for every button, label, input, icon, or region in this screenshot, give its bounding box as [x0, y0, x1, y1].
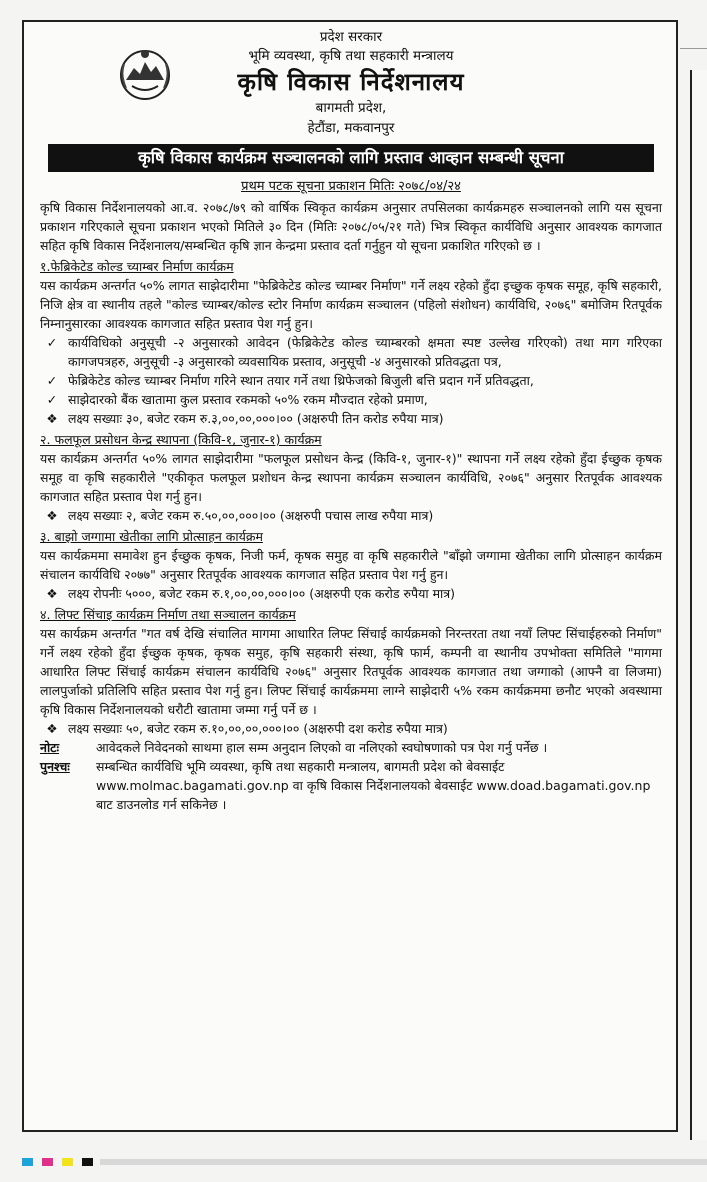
list-item: [40, 333, 662, 371]
list-item-text: लक्ष्य सख्याः २, बजेट रकम रु.५०,००,०००।०० (अक्षरुपी पचास लाख रुपैया मात्र): [68, 508, 434, 523]
requirement-list: [40, 333, 662, 428]
notice-title-banner: कृषि विकास कार्यक्रम सञ्चालनको लागि प्रस्ताव आव्हान सम्बन्धी सूचना: [48, 144, 654, 172]
list-item: [40, 390, 662, 409]
adjacent-page: [690, 70, 707, 1140]
list-item-text: साझेदारको बैंक खातामा कुल प्रस्ताव रकमको ५०% रकम मौज्दात रहेको प्रमाण,: [68, 392, 428, 407]
checkmark-icon: ✓: [46, 373, 58, 388]
diamond-bullet-icon: ❖: [46, 721, 58, 736]
header-government: प्रदेश सरकार: [319, 29, 383, 45]
notice-header: [40, 28, 662, 140]
note-label: नोटः: [40, 740, 60, 755]
section-title: १.फेब्रिकेटेड कोल्ड च्याम्बर निर्माण कार्यक्रम: [40, 259, 234, 274]
list-item-text: कार्यविधिको अनुसूची -२ अनुसारको आवेदन (फेब्रिकेटेड कोल्ड च्याम्बरको क्षमता स्पष्ट उल्लेख गरिएको) तथा माग गरिएका कागजपत्रहरु, अनुसूची -३ अनुसारको व्यवसायिक प्रस्ताव, अनुसूची -४ अनुसारको प्रतिवद्धता पत्र,: [68, 335, 662, 369]
section-2: [40, 430, 662, 525]
target-list: [40, 584, 662, 603]
list-item: [40, 584, 662, 603]
diamond-bullet-icon: ❖: [46, 411, 58, 426]
print-color-strip: [0, 1150, 707, 1182]
section-body: यस कार्यक्रम अन्तर्गत "गत वर्ष देखि संचालित मागमा आधारित लिफ्ट सिंचाई कार्यक्रमको निरन्तरता तथा नयाँ लिफ्ट सिंचाईहरुको निर्माण" गर्ने लक्ष्य रहेको हुँदा ईच्छुक कृषक, कृषक समुह, कृषि सहकारी संस्था, कृषि फार्म, कम्पनी वा स्थानीय उपभोक्ता समितिले "मागमा आधारित लिफ्ट सिंचाई कार्यक्रम संचालन कार्यविधि २०७६" अनुसार रितपूर्वक आवश्यक कागजात तथा जग्गाको (आफ्नै वा लिजमा) लालपुर्जाको प्रतिलिपि सहित प्रस्ताव पेश गर्नु हुन। लिफ्ट सिंचाई कार्यक्रममा लाग्ने साझेदारी ५% रकम कार्यक्रममा छनौट भएको अवस्थामा कृषि विकास निर्देशनालयको धरौटी खातामा जम्मा गर्नु पर्ने छ ।: [40, 626, 662, 717]
section-title: २. फलफूल प्रसोधन केन्द्र स्थापना (किवि-१, जुनार-१) कार्यक्रम: [40, 432, 322, 447]
section-title: ३. बाझो जग्गामा खेतीका लागि प्रोत्साहन कार्यक्रम: [40, 529, 263, 544]
adjacent-page-edge: [680, 48, 707, 49]
note-text: आवेदकले निवेदनको साथमा हाल सम्म अनुदान लिएको वा नलिएको स्वघोषणाको पत्र पेश गर्नु पर्नेछ ।: [96, 740, 548, 755]
section-title: ४. लिफ्ट सिंचाइ कार्यक्रम निर्माण तथा सञ्चालन कार्यक्रम: [40, 607, 296, 622]
publish-date-text: प्रथम पटक सूचना प्रकाशन मितिः २०७८/०४/२४: [241, 179, 461, 194]
checkmark-icon: ✓: [46, 335, 58, 350]
checkmark-icon: ✓: [46, 392, 58, 407]
header-directorate: कृषि विकास निर्देशनालय: [237, 68, 465, 96]
diamond-bullet-icon: ❖: [46, 586, 58, 601]
black-swatch: [82, 1158, 93, 1166]
section-body: यस कार्यक्रम अन्तर्गत ५०% लागत साझेदारीमा "फलफूल प्रसोधन केन्द्र (किवि-१, जुनार-१)" स्थापना गर्ने लक्ष्य रहेको हुँदा ईच्छुक कृषक समूह वा कृषि सहकारीले "एकीकृत फलफूल प्रशोधन केन्द्र स्थापना कार्यक्रम सञ्चालन कार्यविधि, २०७६" अनुसार रितपूर्वक आवश्यक कागजात सहित प्रस्ताव पेश गर्नु हुन।: [40, 451, 662, 504]
header-address: हेटौंडा, मकवानपुर: [307, 120, 395, 136]
section-body: यस कार्यक्रममा समावेश हुन ईच्छुक कृषक, निजी फर्म, कृषक समुह वा कृषि सहकारीले "बाँझो जग्गामा खेतीका लागि प्रोत्साहन कार्यक्रम संचालन कार्यविधि २०७७" अनुसार रितपूर्वक आवश्यक कागजात सहित प्रस्ताव पेश गर्नु हुन।: [40, 548, 662, 582]
note: [40, 738, 662, 757]
government-emblem-icon: [114, 42, 176, 104]
header-ministry: भूमि व्यवस्था, कृषि तथा सहकारी मन्त्रालय: [248, 48, 454, 64]
section-3: [40, 527, 662, 603]
gray-bar: [100, 1159, 707, 1165]
postscript-text: सम्बन्धित कार्यविधि भूमि व्यवस्था, कृषि तथा सहकारी मन्त्रालय, बागमती प्रदेश को बेवसाईट www.molmac.bagamati.gov.np वा कृषि विकास निर्देशनालयको बेवसाईट www.doad.bagamati.gov.np बाट डाउनलोड गर्न सकिनेछ ।: [96, 759, 651, 812]
postscript-label: पुनश्चः: [40, 759, 70, 774]
section-body: यस कार्यक्रम अन्तर्गत ५०% लागत साझेदारीमा "फेब्रिकेटेड कोल्ड च्याम्बर निर्माण" गर्ने लक्ष्य रहेको हुँदा इच्छुक कृषक समूह, कृषि सहकारी, निजि क्षेत्र वा स्थानीय तहले "कोल्ड च्याम्बर/कोल्ड स्टोर निर्माण कार्यक्रम सञ्चालन (पहिलो संशोधन) कार्यविधि, २०७६" बमोजिम रितपूर्वक निम्नानुसारका आवश्यक कागजात सहित प्रस्ताव पेश गर्नु हुन।: [40, 278, 662, 331]
magenta-swatch: [42, 1158, 53, 1166]
publish-date: [40, 176, 662, 196]
diamond-bullet-icon: ❖: [46, 508, 58, 523]
target-list: [40, 719, 662, 738]
section-1: [40, 257, 662, 428]
yellow-swatch: [62, 1158, 73, 1166]
intro-paragraph: कृषि विकास निर्देशनालयको आ.व. २०७८/७९ को वार्षिक स्विकृत कार्यक्रम अनुसार तपसिलका कार्यक्रमहरु सञ्चालनको लागि यस सूचना प्रकाशन गरिएकाले सूचना प्रकाशन भएको मितिले ३० दिन (मितिः २०७८/०५/२१ गते) भित्र स्विकृत कार्यविधि अनुसार आवश्यक कागजात सहित कृषि विकास निर्देशनालय/सम्बन्धित कृषि ज्ञान केन्द्रमा प्रस्ताव दर्ता गर्नुहुन यो सूचना प्रकाशित गरिएको छ ।: [40, 200, 662, 253]
list-item: [40, 506, 662, 525]
section-4: [40, 605, 662, 738]
list-item: [40, 719, 662, 738]
list-item: [40, 371, 662, 390]
header-province: बागमती प्रदेश,: [315, 100, 387, 116]
cyan-swatch: [22, 1158, 33, 1166]
list-item: [40, 409, 662, 428]
target-list: [40, 506, 662, 525]
list-item-text: लक्ष्य रोपनीः ५०००, बजेट रकम रु.१,००,००,०००।०० (अक्षरुपी एक करोड रुपैया मात्र): [68, 586, 456, 601]
list-item-text: लक्ष्य सख्याः ३०, बजेट रकम रु.३,००,००,०००।०० (अक्षरुपी तिन करोड रुपैया मात्र): [68, 411, 444, 426]
postscript: [40, 757, 662, 814]
list-item-text: फेब्रिकेटेड कोल्ड च्याम्बर निर्माण गरिने स्थान तयार गर्ने तथा थ्रिफेजको बिजुली बत्ति प्रदान गर्ने प्रतिवद्धता,: [68, 373, 534, 388]
notice-box: [22, 20, 678, 1132]
list-item-text: लक्ष्य सख्याः ५०, बजेट रकम रु.१०,००,००,०००।०० (अक्षरुपी दश करोड रुपैया मात्र): [68, 721, 448, 736]
